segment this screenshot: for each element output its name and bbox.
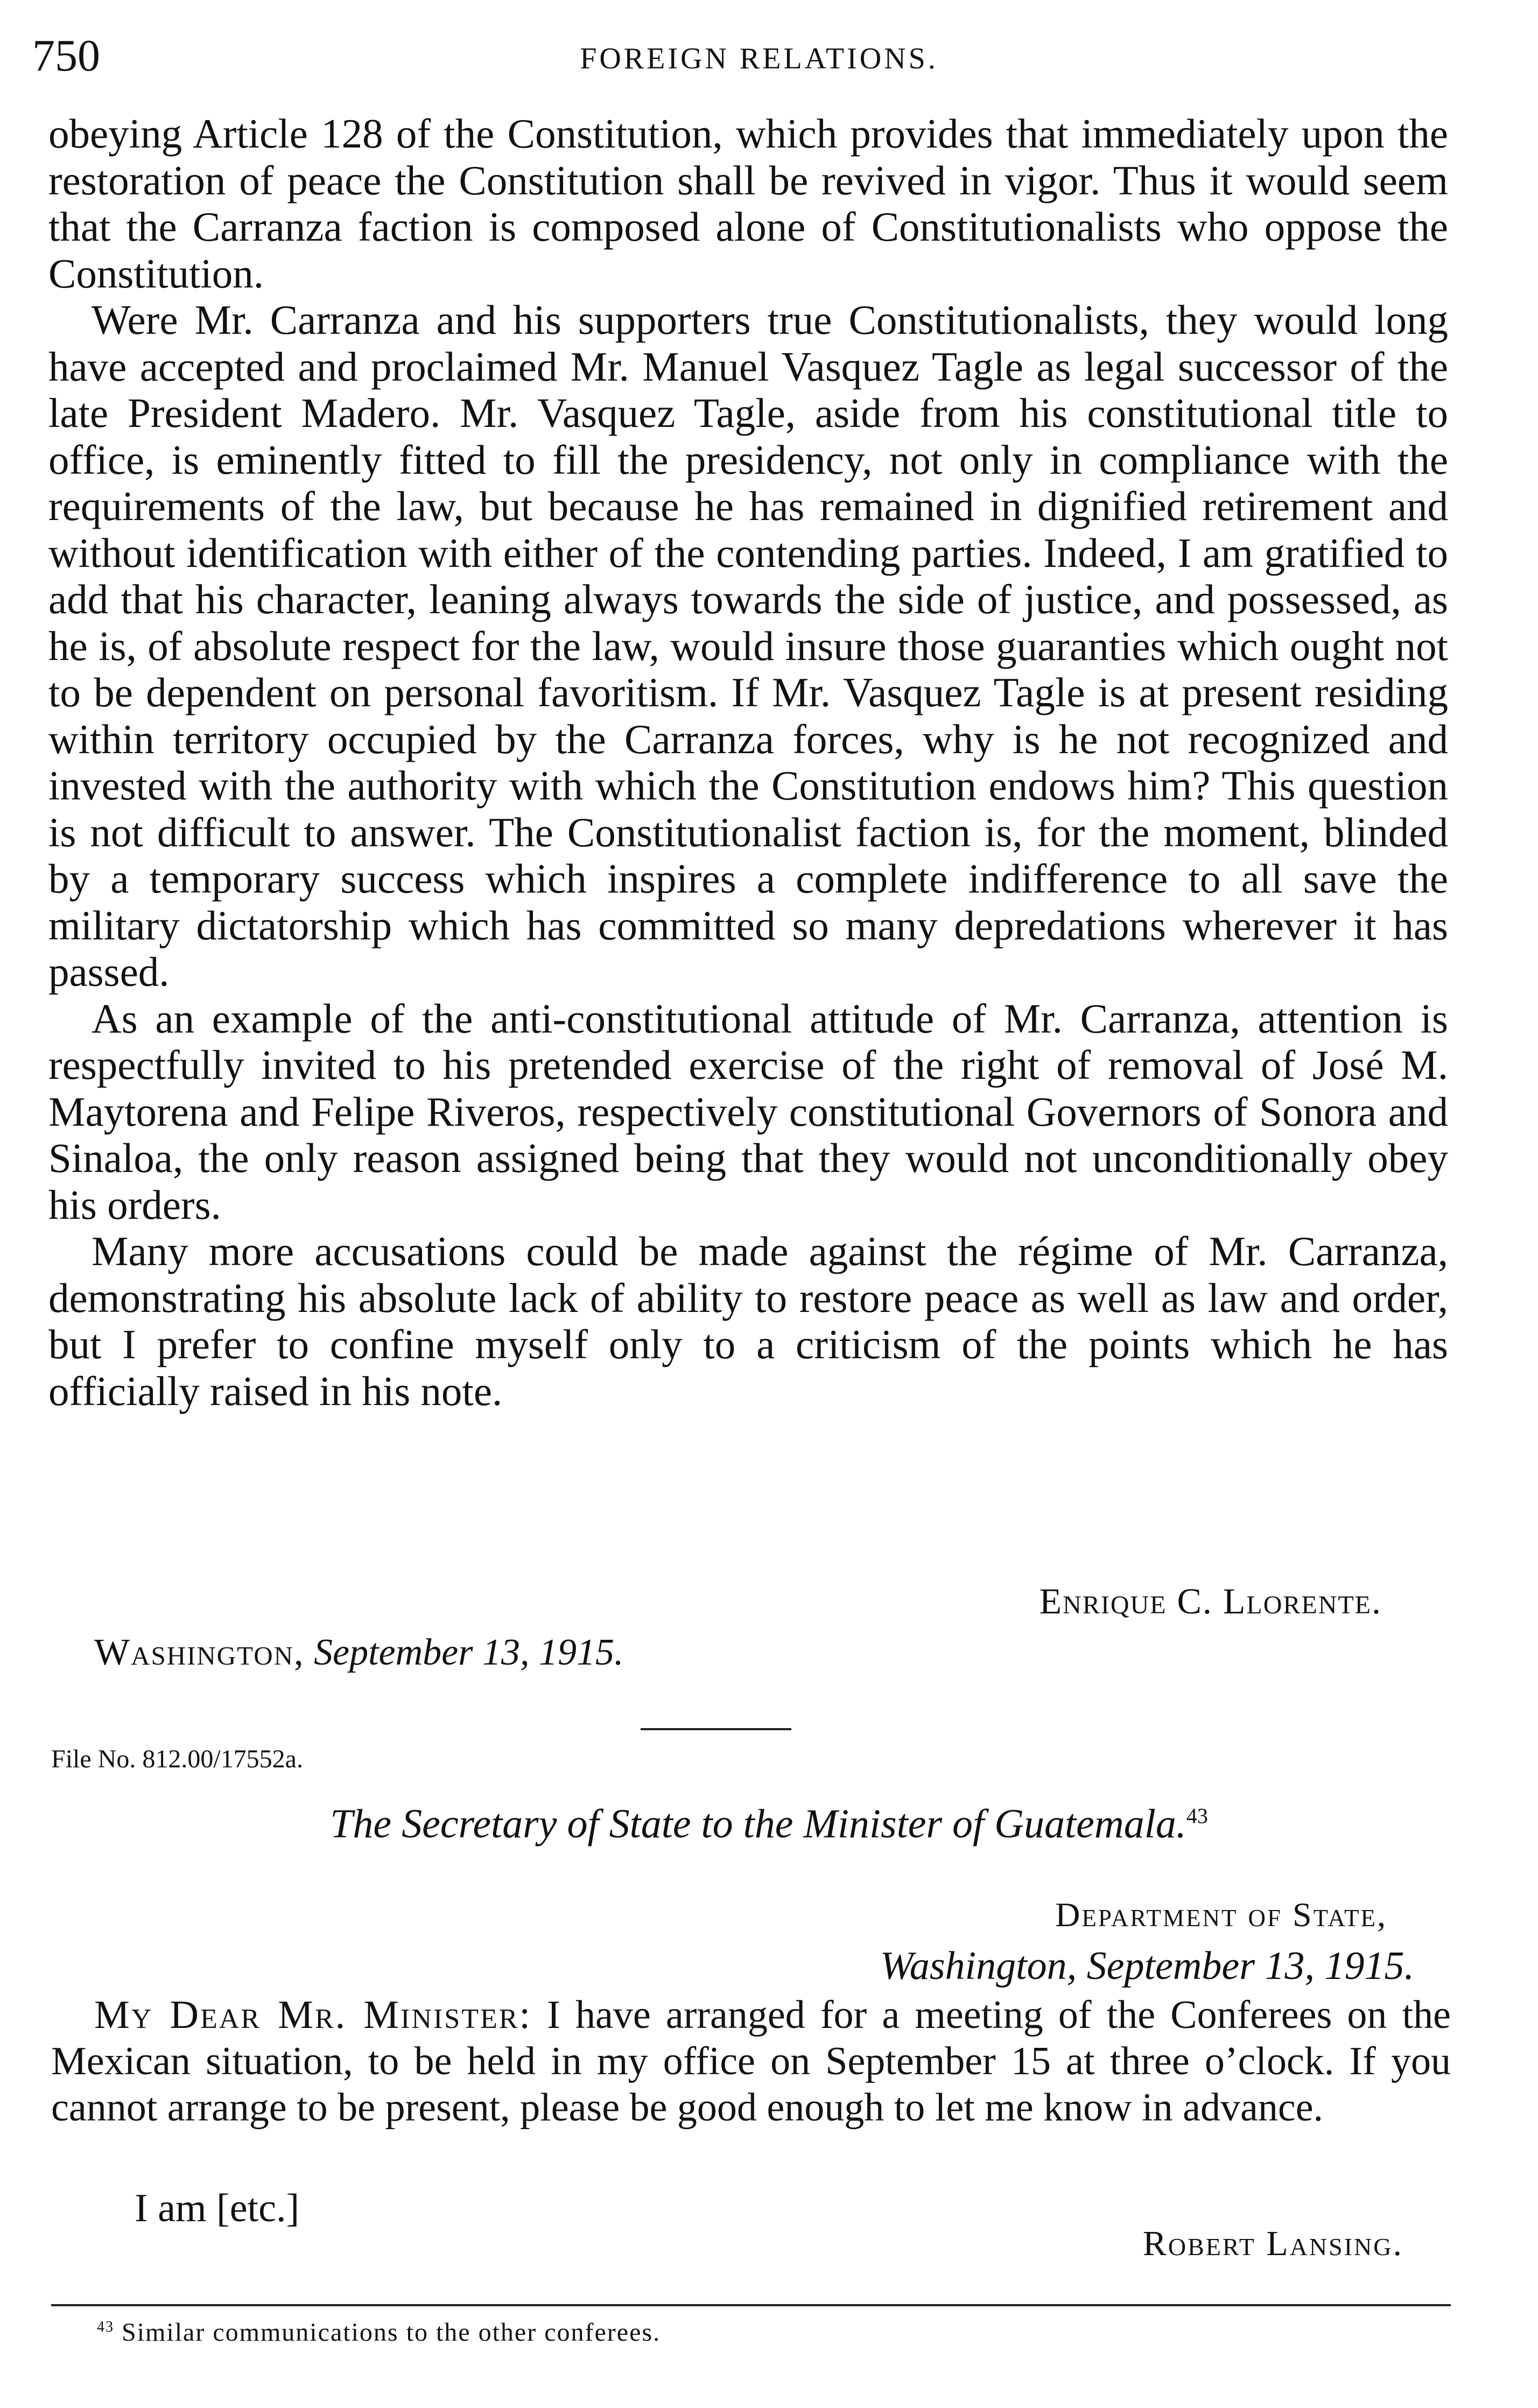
dateline-date: September 13, 1915. — [314, 1632, 624, 1673]
paragraph-1: obeying Article 128 of the Constitution, which provides that immediately upon the restoration of peace the Constitution shall be revived in vigor. Thus it would seem that the Carranza faction is composed alone of Constitutionalists who oppose the Constitution. — [48, 110, 1448, 297]
page-number: 750 — [32, 31, 100, 81]
place-date-line: Washington, September 13, 1915. — [880, 1944, 1414, 1988]
paragraph-2: Were Mr. Carranza and his supporters true Constitutionalists, they would long have accepted and proclaimed Mr. Manuel Vasquez Tagle as legal successor of the late President Madero. Mr. Vasquez Tagle, aside from his constitutional title to office, is eminently fitted to fill the presidency, not only in compliance with the requirements of the law, but because he has remained in dignified retirement and without identification with either of the contending parties. Indeed, I am gratified to add that his character, leaning always towards the side of justice, and possessed, as he is, of absolute respect for the law, would insure those guaranties which ought not to be dependent on personal favoritism. If Mr. Vasquez Tagle is at present residing within territory occupied by the Carranza forces, why is he not recognized and invested with the authority with which the Constitution endows him? This question is not difficult to answer. The Constitutionalist faction is, for the moment, blinded by a temporary success which inspires a complete indifference to all save the military dictatorship which has committed so many depredations wherever it has passed. — [48, 297, 1448, 995]
dateline — [94, 1631, 623, 1674]
letter-paragraph — [51, 1992, 1451, 2131]
footnote-rule — [51, 2304, 1451, 2306]
body-text — [48, 110, 1448, 1414]
letter-body — [51, 1992, 1451, 2131]
dateline-place: Washington, — [94, 1632, 305, 1673]
page-header — [32, 30, 1486, 89]
signature-llorente: Enrique C. Llorente. — [1039, 1581, 1382, 1621]
running-head: FOREIGN RELATIONS. — [580, 42, 938, 75]
file-number: File No. 812.00/17552a. — [51, 1745, 303, 1773]
document-title — [0, 1801, 1538, 1848]
paragraph-3: As an example of the anti-constitutional attitude of Mr. Carranza, attention is respectfully invited to his pretended exercise of the right of removal of José M. Maytorena and Felipe Riveros, respectively constitutional Governors of Sonora and Sinaloa, the only reason assigned being that they would not unconditionally obey his orders. — [48, 995, 1448, 1228]
paragraph-4: Many more accusations could be made against the régime of Mr. Carranza, demonstrating his absolute lack of ability to restore peace as well as law and order, but I prefer to confine myself only to a criticism of the points which he has officially raised in his note. — [48, 1228, 1448, 1414]
footnote — [97, 2318, 661, 2347]
salutation: My Dear Mr. Minister: — [94, 1993, 532, 2037]
section-divider — [641, 1728, 791, 1730]
closing: I am [etc.] — [135, 2186, 300, 2230]
footnote-number: 43 — [97, 2319, 114, 2335]
footnote-ref: 43 — [1186, 1803, 1208, 1828]
document-title-text: The Secretary of State to the Minister of Guatemala. — [330, 1801, 1186, 1847]
department-line: Department of State, — [1055, 1895, 1387, 1934]
signature-lansing: Robert Lansing. — [1142, 2224, 1403, 2263]
footnote-text: Similar communications to the other conferees. — [122, 2318, 661, 2347]
letter-text: I have arranged for a meeting of the Conferees on the Mexican situation, to be held in my office on September 15 at three o’clock. If you cannot arrange to be present, please be good enough to let me know in advance. — [51, 1993, 1451, 2130]
